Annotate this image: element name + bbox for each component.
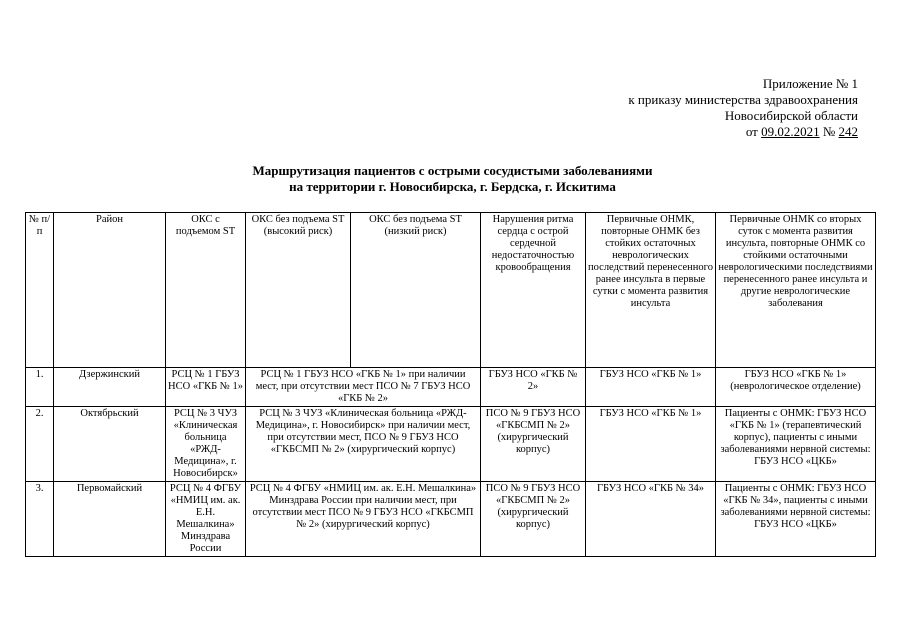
document-title [0, 163, 905, 195]
header-oks-low-risk: ОКС без подъема ST (низкий риск) [351, 213, 481, 368]
table-row [26, 407, 876, 482]
row-district: Октябрьский [54, 407, 166, 482]
header-num: № п/п [26, 213, 54, 368]
row-num: 1. [26, 368, 54, 407]
appendix-title: Приложение № 1 [762, 76, 858, 91]
row-num: 3. [26, 482, 54, 557]
order-number: 242 [838, 124, 858, 139]
row-oks-no-st: РСЦ № 3 ЧУЗ «Клиническая больница «РЖД-Медицина», г. Новосибирск» при наличии мест, при отсутствии мест, ПСО № 9 ГБУЗ НСО «ГКБСМП № 2» (хирургический корпус) [246, 407, 481, 482]
header-district: Район [54, 213, 166, 368]
header-onmk-second-day: Первичные ОНМК со вторых суток с момента развития инсульта, повторные ОНМК со стойкими остаточными неврологическими последствиями перенесенного ранее инсульта и другие неврологические заболевания [716, 213, 876, 368]
row-onmk-second: Пациенты с ОНМК: ГБУЗ НСО «ГКБ № 34», пациенты с иными заболеваниями нервной системы: ГБУЗ НСО «ЦКБ» [716, 482, 876, 557]
row-district: Дзержинский [54, 368, 166, 407]
routing-table [25, 212, 876, 557]
table-row [26, 368, 876, 407]
row-onmk-second: ГБУЗ НСО «ГКБ № 1» (неврологическое отделение) [716, 368, 876, 407]
appendix-region: Новосибирской области [724, 108, 858, 123]
appendix-order: к приказу министерства здравоохранения [628, 92, 858, 107]
title-line-2: на территории г. Новосибирска, г. Бердска, г. Искитима [289, 179, 616, 194]
row-onmk-first: ГБУЗ НСО «ГКБ № 34» [586, 482, 716, 557]
row-rhythm: ПСО № 9 ГБУЗ НСО «ГКБСМП № 2» (хирургический корпус) [481, 407, 586, 482]
date-prefix: от [745, 124, 762, 139]
row-oks-no-st: РСЦ № 1 ГБУЗ НСО «ГКБ № 1» при наличии мест, при отсутствии мест ПСО № 7 ГБУЗ НСО «ГКБ № 2» [246, 368, 481, 407]
header-oks-st: ОКС с подъемом ST [166, 213, 246, 368]
number-prefix: № [819, 124, 839, 139]
appendix-block [628, 76, 858, 140]
header-onmk-first-day: Первичные ОНМК, повторные ОНМК без стойких остаточных неврологических последствий перенесенного ранее инсульта в первые сутки с момента развития инсульта [586, 213, 716, 368]
row-oks-st: РСЦ № 1 ГБУЗ НСО «ГКБ № 1» [166, 368, 246, 407]
table-header-row [26, 213, 876, 368]
row-oks-no-st: РСЦ № 4 ФГБУ «НМИЦ им. ак. Е.Н. Мешалкина» Минздрава России при наличии мест, при отсутствии мест ПСО № 9 ГБУЗ НСО «ГКБСМП № 2» (хирургический корпус) [246, 482, 481, 557]
row-onmk-first: ГБУЗ НСО «ГКБ № 1» [586, 407, 716, 482]
header-rhythm: Нарушения ритма сердца с острой сердечной недостаточностью кровообращения [481, 213, 586, 368]
row-district: Первомайский [54, 482, 166, 557]
row-rhythm: ГБУЗ НСО «ГКБ № 2» [481, 368, 586, 407]
table-row [26, 482, 876, 557]
row-oks-st: РСЦ № 3 ЧУЗ «Клиническая больница «РЖД-Медицина», г. Новосибирск» [166, 407, 246, 482]
title-line-1: Маршрутизация пациентов с острыми сосудистыми заболеваниями [252, 163, 653, 178]
header-oks-high-risk: ОКС без подъема ST (высокий риск) [246, 213, 351, 368]
row-onmk-first: ГБУЗ НСО «ГКБ № 1» [586, 368, 716, 407]
row-onmk-second: Пациенты с ОНМК: ГБУЗ НСО «ГКБ № 1» (терапевтический корпус), пациенты с иными заболеваниями нервной системы: ГБУЗ НСО «ЦКБ» [716, 407, 876, 482]
appendix-date-line [628, 124, 858, 140]
row-oks-st: РСЦ № 4 ФГБУ «НМИЦ им. ак. Е.Н. Мешалкина» Минздрава России [166, 482, 246, 557]
row-num: 2. [26, 407, 54, 482]
order-date: 09.02.2021 [761, 124, 820, 139]
row-rhythm: ПСО № 9 ГБУЗ НСО «ГКБСМП № 2» (хирургический корпус) [481, 482, 586, 557]
